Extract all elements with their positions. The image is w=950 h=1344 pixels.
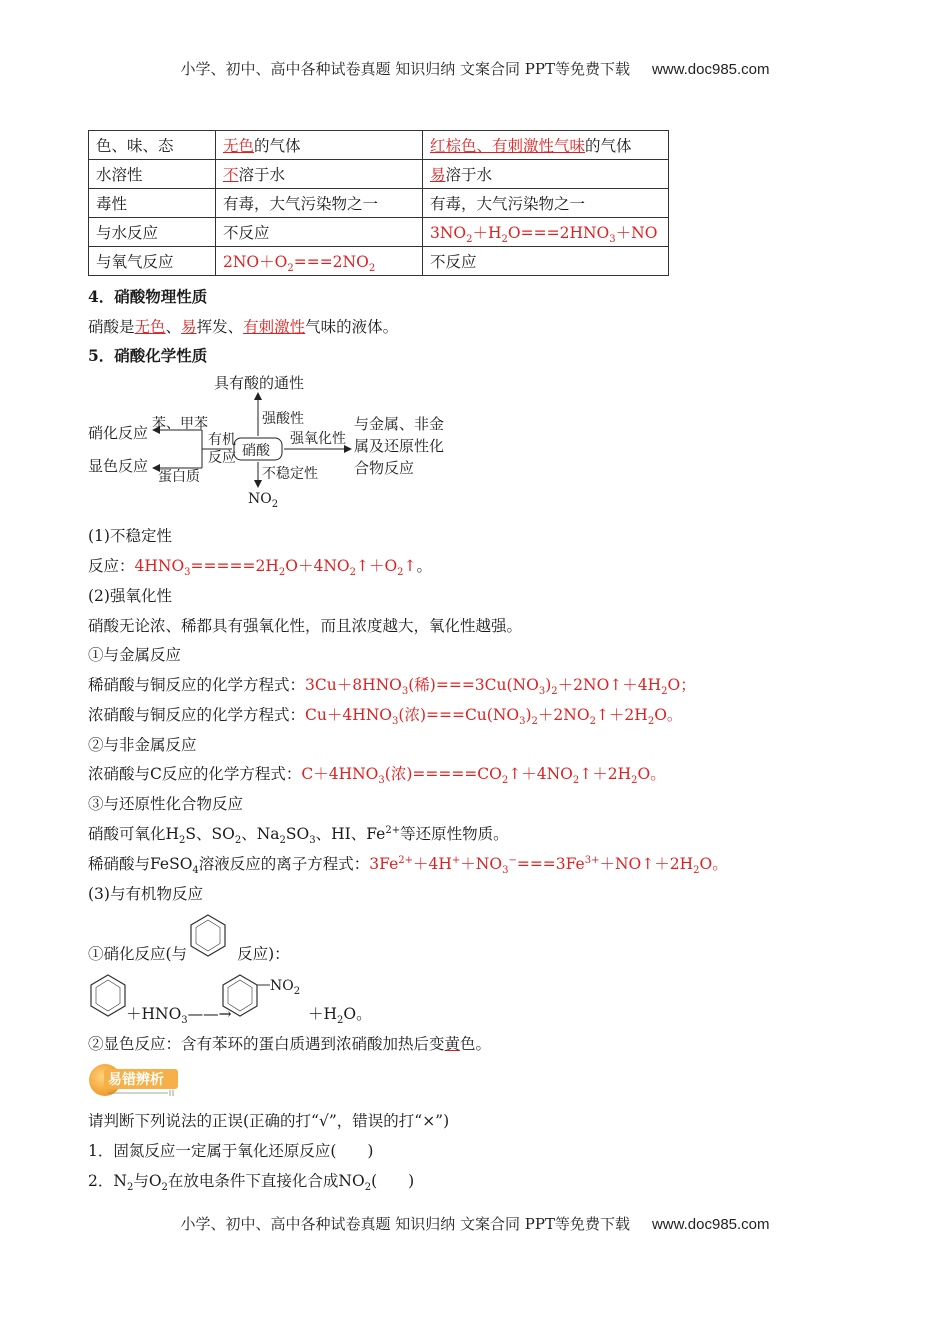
page-header — [0, 58, 950, 79]
quiz-question-2: 2．$N_2$与$O_2$在放电条件下直接化合成$NO_2$( ) — [88, 1172, 415, 1194]
table-cell: 有毒，大气污染物之一 — [216, 189, 423, 218]
diagram-right-3: 合物反应 — [354, 459, 415, 477]
table-row — [89, 131, 669, 160]
diagram-oxidation: 强氧化性 — [290, 431, 346, 447]
table-row — [89, 160, 669, 189]
section-5-title: 5．硝酸化学性质 — [88, 346, 208, 365]
header-text: 小学、初中、高中各种试卷真题 知识归纳 文案合同 PPT等免费下载 — [180, 60, 630, 78]
metal-title: ①与金属反应 — [88, 646, 182, 664]
table-cell: 与氧气反应 — [89, 247, 216, 276]
nitric-acid-diagram — [86, 370, 466, 520]
table-cell: 不反应 — [423, 247, 669, 276]
section-4-title: 4．硝酸物理性质 — [88, 287, 208, 306]
diagram-protein: 蛋白质 — [158, 469, 200, 485]
section-4-text: 硝酸是无色、易挥发、有刺激性气味的液体。 — [88, 318, 399, 336]
quiz-intro: 请判断下列说法的正误(正确的打“√”，错误的打“×”) — [88, 1112, 450, 1130]
diagram-right-2: 属及还原性化 — [354, 437, 445, 455]
nitration-line: ①硝化反应(与 反应)： — [88, 945, 290, 963]
nitration-reagent: $+HNO_3——\to$ — [126, 1005, 232, 1027]
p2-title: (2)强氧化性 — [88, 587, 172, 605]
error-analysis-badge — [88, 1063, 208, 1097]
diagram-strong-acid: 强酸性 — [262, 411, 304, 427]
metal-concentrated: 浓硝酸与铜反应的化学方程式：$Cu+4HNO_3$(浓)$===Cu(NO_3)_2+2NO_2↑+2H_2O$。 — [88, 706, 683, 728]
table-cell: 不反应 — [216, 218, 423, 247]
diagram-benzene: 苯、甲苯 — [152, 416, 208, 432]
quiz-question-1: 1．固氮反应一定属于氧化还原反应( ) — [88, 1142, 374, 1160]
table-cell: 无色的气体 — [216, 131, 423, 160]
table-row — [89, 218, 669, 247]
diagram-right-1: 与金属、非金 — [354, 415, 445, 433]
table-row — [89, 189, 669, 218]
table-cell: 与水反应 — [89, 218, 216, 247]
p3-title: (3)与有机物反应 — [88, 885, 203, 903]
table-cell: 不溶于水 — [216, 160, 423, 189]
table-cell: $3NO_2+H_2O===2HNO_3+NO$ — [423, 218, 669, 247]
nonmetal-title: ②与非金属反应 — [88, 736, 197, 754]
diagram-unstable: 不稳定性 — [262, 466, 318, 482]
footer-text: 小学、初中、高中各种试卷真题 知识归纳 文案合同 PPT等免费下载 — [180, 1215, 630, 1233]
table-cell: 有毒，大气污染物之一 — [423, 189, 669, 218]
nitro-group-label: $NO_2$ — [270, 978, 301, 997]
table-cell: 毒性 — [89, 189, 216, 218]
table-cell: 色、味、态 — [89, 131, 216, 160]
footer-url[interactable]: www.doc985.com — [651, 1216, 770, 1233]
reducing-title: ③与还原性化合物反应 — [88, 795, 244, 813]
page-footer — [0, 1213, 950, 1234]
diagram-top-label: 具有酸的通性 — [214, 374, 305, 392]
diagram-color-reaction: 显色反应 — [88, 457, 149, 475]
properties-table — [88, 130, 669, 276]
color-reaction-line: ②显色反应：含有苯环的蛋白质遇到浓硝酸加热后变黄色。 — [88, 1035, 492, 1053]
badge-label: 易错辨析 — [108, 1072, 164, 1088]
benzene-ring-icon — [188, 912, 228, 960]
nitrobenzene-icon — [220, 972, 272, 1020]
table-cell: 易溶于水 — [423, 160, 669, 189]
header-url[interactable]: www.doc985.com — [651, 61, 770, 78]
water-product: $+H_2O$。 — [308, 1005, 372, 1027]
table-cell: $2NO+O_2===2NO_2$ — [216, 247, 423, 276]
diagram-center: 硝酸 — [242, 443, 270, 459]
table-cell: 水溶性 — [89, 160, 216, 189]
benzene-reactant-icon — [88, 972, 128, 1020]
table-cell: 红棕色、有刺激性气味的气体 — [423, 131, 669, 160]
diagram-nitration: 硝化反应 — [88, 424, 149, 442]
diagram-bottom: $NO_2$ — [248, 491, 279, 510]
nonmetal-eq: 浓硝酸与C反应的化学方程式：$C+4HNO_3$(浓)$=====CO_2↑+4NO_2↑+2H_2O$。 — [88, 765, 666, 787]
p1-title: (1)不稳定性 — [88, 527, 172, 545]
reducing-eq: 稀硝酸与FeSO$_4$溶液反应的离子方程式：$3Fe^{2+}+4H^++NO_3^-===3Fe^{3+}+NO↑+2H_2O$。 — [88, 854, 728, 877]
p1-reaction: 反应：$4HNO_3=====2H_2O+4NO_2↑+O_2↑$。 — [88, 557, 433, 579]
diagram-organic-1: 有机 — [208, 432, 236, 448]
diagram-organic-2: 反应 — [208, 450, 236, 466]
table-row — [89, 247, 669, 276]
metal-dilute: 稀硝酸与铜反应的化学方程式：$3Cu+8HNO_3$(稀)$===3Cu(NO_3)_2+2NO↑+4H_2O$； — [88, 676, 696, 698]
reducing-line1: 硝酸可氧化$H_2S$、$SO_2$、$Na_2SO_3$、HI、$Fe^{2+}$等还原性物质。 — [88, 824, 509, 847]
p2-desc: 硝酸无论浓、稀都具有强氧化性，而且浓度越大，氧化性越强。 — [88, 617, 523, 635]
